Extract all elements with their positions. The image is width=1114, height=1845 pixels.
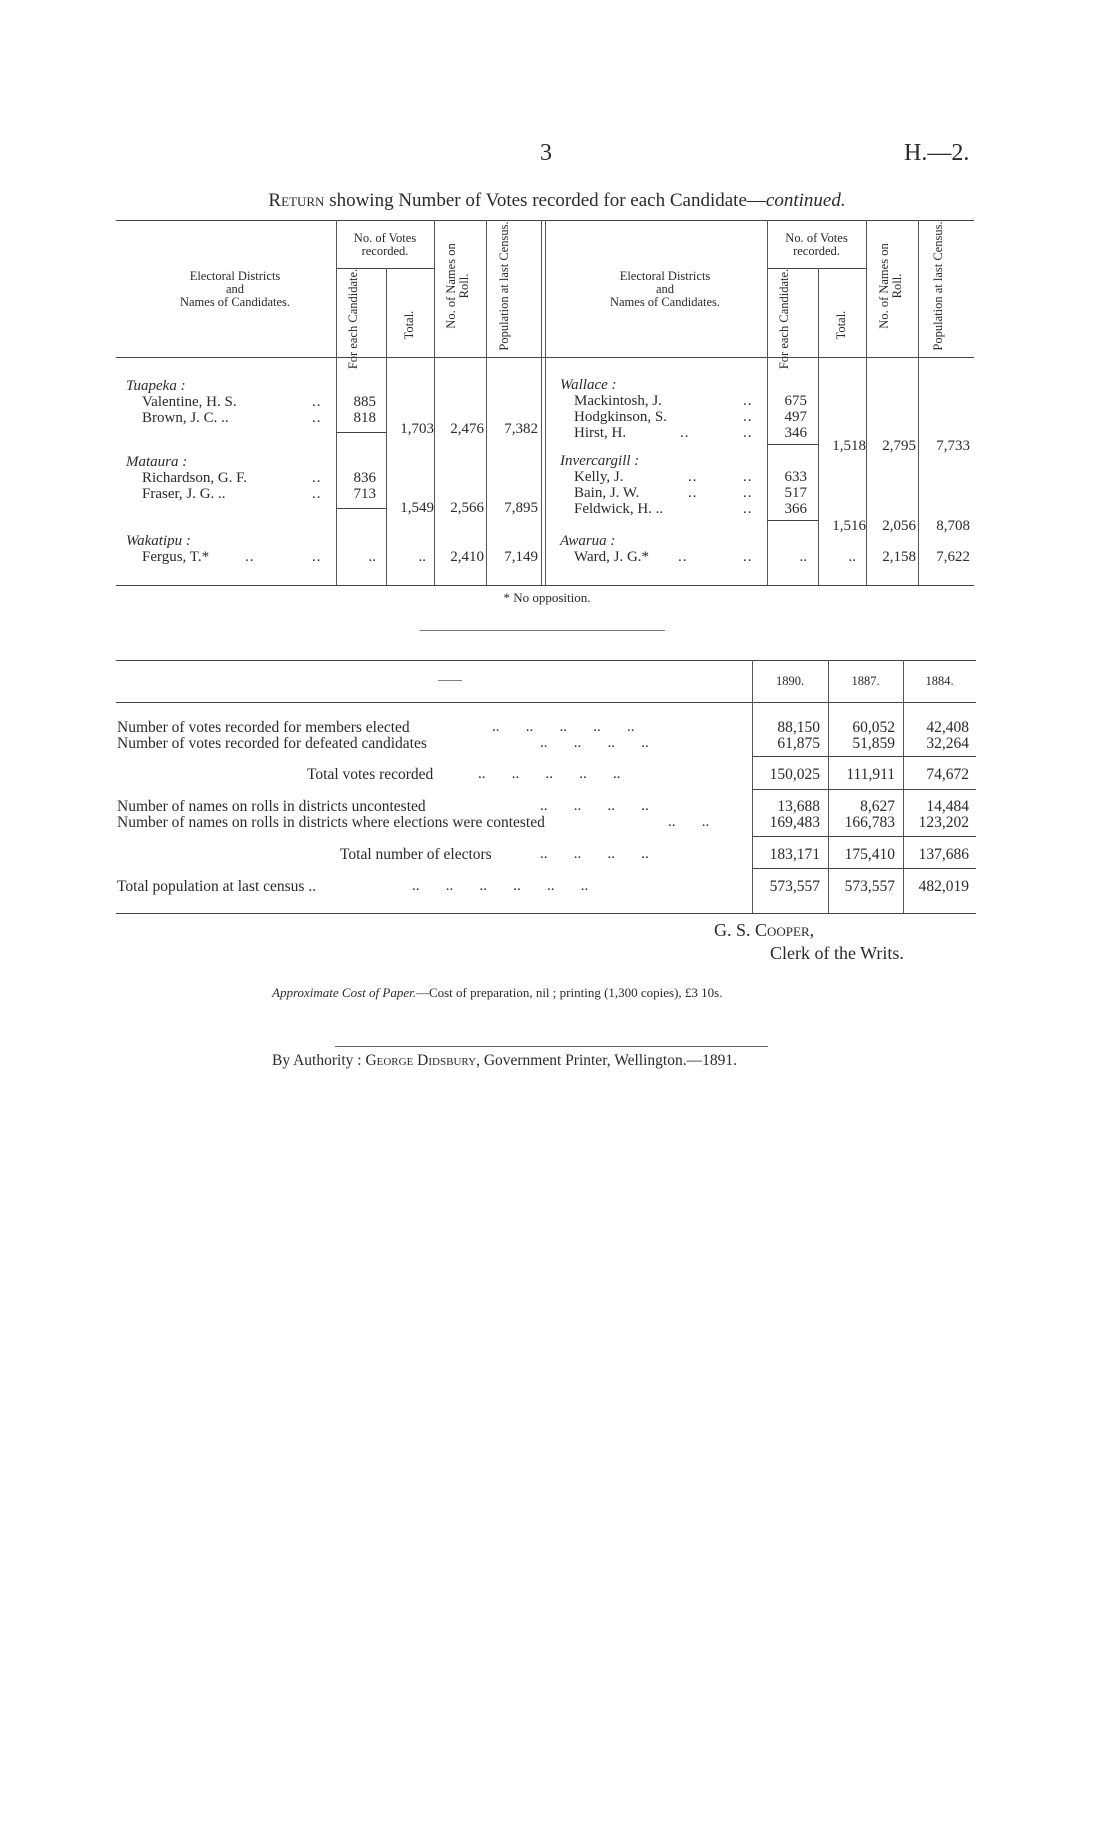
district-roll: 2,566 — [450, 500, 484, 516]
candidate-votes: 497 — [784, 409, 807, 425]
col-rule — [828, 660, 829, 913]
value-1890: 13,688 — [777, 798, 820, 815]
candidate-votes: 366 — [784, 501, 807, 517]
value-1890: 88,150 — [777, 719, 820, 736]
summary-label: Number of names on rolls in districts where elections were contested — [117, 814, 545, 831]
summary-label: Total number of electors — [340, 846, 492, 863]
district-roll: 2,410 — [450, 549, 484, 565]
district-total: .. — [848, 549, 856, 565]
candidate-votes: 346 — [784, 425, 807, 441]
summary-label: Number of votes recorded for members elected — [117, 719, 410, 736]
subtotal-rule — [752, 836, 976, 837]
district-roll: 2,158 — [882, 549, 916, 565]
header-line: Electoral Districts — [189, 269, 281, 283]
leader-dots: .. — [312, 486, 322, 502]
district-total: 1,549 — [400, 500, 434, 516]
header-line: No. of Votes — [353, 231, 417, 245]
candidate-name: Hodgkinson, S. — [574, 409, 667, 425]
district-name: Tuapeka : — [126, 378, 186, 394]
summary-header-rule — [116, 702, 976, 703]
district-population: 7,149 — [504, 549, 538, 565]
header-district-right — [580, 270, 750, 309]
value-1890: 61,875 — [777, 735, 820, 752]
value-1884: 74,672 — [926, 766, 969, 783]
leader-dots: .. — [688, 469, 698, 485]
value-1884: 14,484 — [926, 798, 969, 815]
district-population: 7,622 — [936, 549, 970, 565]
district-population: 8,708 — [936, 518, 970, 534]
leader-dots: .. — [312, 549, 322, 565]
header-votes-group-right — [767, 232, 866, 258]
value-1884: 123,202 — [918, 814, 969, 831]
signatory-name — [714, 920, 814, 941]
table-bottom-rule — [116, 585, 974, 586]
col-rule — [752, 660, 753, 913]
district-total: 1,516 — [832, 518, 866, 534]
district-name: Awarua : — [560, 533, 616, 549]
value-1887: 60,052 — [852, 719, 895, 736]
authority-rule — [335, 1046, 768, 1047]
leader-dots: .. .. — [668, 814, 710, 830]
summary-top-rule — [116, 660, 976, 661]
subtotal-rule — [336, 508, 386, 509]
signatory-initials: G. S. — [714, 920, 756, 940]
value-1887: 166,783 — [844, 814, 895, 831]
header-line: No. of Votes — [785, 231, 848, 245]
page-title — [0, 190, 1114, 212]
summary-label: Total population at last census .. — [117, 878, 317, 895]
value-1884: 32,264 — [926, 735, 969, 752]
signatory-role: Clerk of the Writs. — [770, 943, 904, 963]
col-rule — [818, 268, 819, 585]
header-total-right: Total. — [834, 310, 848, 340]
district-name: Invercargill : — [560, 453, 640, 469]
year-1884-header: 1884. — [925, 674, 954, 688]
candidate-name: Hirst, H. — [574, 425, 627, 441]
cost-note — [272, 985, 723, 1001]
leader-dots: .. — [312, 394, 322, 410]
value-1887: 175,410 — [844, 846, 895, 863]
candidate-name: Richardson, G. F. — [142, 470, 248, 486]
header-line: Electoral Districts — [619, 269, 711, 283]
col-rule-double — [541, 220, 542, 585]
header-line: Names of Candidates. — [609, 295, 721, 309]
district-population: 7,382 — [504, 421, 538, 437]
value-1887: 8,627 — [860, 798, 895, 815]
subtotal-rule — [336, 432, 386, 433]
header-line: recorded. — [361, 244, 409, 258]
value-1884: 482,019 — [918, 878, 969, 895]
candidate-votes: 713 — [353, 486, 376, 502]
value-1890: 183,171 — [769, 846, 820, 863]
candidate-name: Kelly, J. — [574, 469, 624, 485]
cost-text: —Cost of preparation, nil ; printing (1,300 copies), £3 10s. — [415, 985, 723, 1000]
leader-dots: .. .. .. .. .. — [492, 719, 635, 735]
district-name: Wakatipu : — [126, 533, 191, 549]
value-1890: 573,557 — [769, 878, 820, 895]
leader-dots: .. — [743, 409, 753, 425]
page-number: 3 — [540, 140, 552, 166]
leader-dots: .. — [678, 549, 688, 565]
header-for-each-right: For each Candidate. — [777, 268, 791, 370]
leader-dots: .. — [680, 425, 690, 441]
candidate-votes: .. — [799, 549, 807, 565]
subtotal-rule — [767, 520, 818, 521]
printer-name: George Didsbury — [365, 1052, 477, 1069]
value-1887: 573,557 — [844, 878, 895, 895]
candidate-name: Ward, J. G.* — [574, 549, 650, 565]
candidate-votes: 818 — [353, 410, 376, 426]
imprint-suffix: , Government Printer, Wellington.—1891. — [476, 1052, 737, 1069]
candidate-votes: 675 — [784, 393, 807, 409]
col-rule — [486, 220, 487, 585]
leader-dots: .. — [743, 501, 753, 517]
district-total: .. — [418, 549, 426, 565]
candidate-votes: 633 — [784, 469, 807, 485]
candidate-name: Feldwick, H. .. — [574, 501, 664, 517]
header-line: and — [225, 282, 245, 296]
document-reference: H.—2. — [904, 140, 970, 166]
leader-dots: .. — [743, 549, 753, 565]
header-votes-group-left — [336, 232, 434, 258]
value-1890: 169,483 — [769, 814, 820, 831]
year-1887-header: 1887. — [851, 674, 880, 688]
leader-dots: .. — [688, 485, 698, 501]
col-rule-double — [545, 220, 546, 585]
subtotal-rule — [752, 789, 976, 790]
candidate-votes: 885 — [353, 394, 376, 410]
footnote: * No opposition. — [503, 590, 591, 605]
value-1887: 111,911 — [846, 766, 895, 783]
summary-label: Total votes recorded — [307, 766, 434, 783]
value-1887: 51,859 — [852, 735, 895, 752]
summary-bottom-rule — [116, 913, 976, 914]
candidate-votes: 517 — [784, 485, 807, 501]
header-line: recorded. — [793, 244, 840, 258]
signatory-surname: Cooper, — [755, 920, 815, 940]
candidate-name: Fergus, T.* — [142, 549, 210, 565]
leader-dots: .. — [312, 470, 322, 486]
candidate-votes: .. — [368, 549, 376, 565]
value-1884: 137,686 — [918, 846, 969, 863]
leader-dots: .. — [743, 393, 753, 409]
leader-dots: .. — [245, 549, 255, 565]
leader-dots: .. .. .. .. — [540, 846, 649, 862]
col-rule — [903, 660, 904, 913]
leader-dots: .. — [312, 410, 322, 426]
summary-label: Number of votes recorded for defeated candidates — [117, 735, 427, 752]
candidate-name: Fraser, J. G. .. — [142, 486, 226, 502]
subtotal-rule — [767, 444, 818, 445]
district-name: Mataura : — [126, 454, 188, 470]
district-total: 1,703 — [400, 421, 434, 437]
title-suffix: continued. — [765, 190, 846, 211]
subtotal-rule — [752, 868, 976, 869]
printer-imprint — [272, 1052, 737, 1070]
header-total-left: Total. — [402, 310, 416, 340]
header-district-left — [150, 270, 320, 309]
district-population: 7,733 — [936, 438, 970, 454]
header-line: Names of Candidates. — [179, 295, 291, 309]
subtotal-rule — [752, 756, 976, 757]
candidate-name: Bain, J. W. — [574, 485, 640, 501]
header-for-each-left: For each Candidate. — [346, 268, 360, 370]
leader-dots: .. .. .. .. .. .. — [412, 878, 589, 894]
value-1884: 42,408 — [926, 719, 969, 736]
section-divider — [420, 630, 665, 631]
header-names-on-roll-left: No. of Names on Roll. — [444, 243, 471, 329]
district-population: 7,895 — [504, 500, 538, 516]
district-name: Wallace : — [560, 377, 617, 393]
title-prefix: Return — [268, 190, 325, 211]
year-1890-header: 1890. — [775, 674, 805, 688]
candidate-name: Mackintosh, J. — [574, 393, 662, 409]
district-total: 1,518 — [832, 438, 866, 454]
district-roll: 2,795 — [882, 438, 916, 454]
header-population-right: Population at last Census. — [931, 221, 945, 351]
cost-label: Approximate Cost of Paper. — [272, 985, 416, 1000]
leader-dots: .. .. .. .. .. — [478, 766, 621, 782]
candidate-name: Brown, J. C. .. — [142, 410, 229, 426]
candidate-name: Valentine, H. S. — [142, 394, 237, 410]
candidate-votes: 836 — [353, 470, 376, 486]
header-population-left: Population at last Census. — [497, 221, 511, 351]
leader-dots: .. — [743, 485, 753, 501]
leader-dots: .. — [743, 469, 753, 485]
title-middle: showing Number of Votes recorded for each Candidate— — [324, 190, 766, 211]
imprint-prefix: By Authority : — [272, 1052, 366, 1069]
district-roll: 2,056 — [882, 518, 916, 534]
header-names-on-roll-right: No. of Names on Roll. — [877, 243, 904, 329]
leader-dots: .. .. .. .. — [540, 735, 649, 751]
leader-dots: .. — [743, 425, 753, 441]
leader-dots: .. .. .. .. — [540, 798, 649, 814]
summary-label: Number of names on rolls in districts uncontested — [117, 798, 426, 815]
district-roll: 2,476 — [450, 421, 484, 437]
col-rule — [434, 220, 435, 585]
value-1890: 150,025 — [769, 766, 820, 783]
header-line: and — [655, 282, 675, 296]
summary-header-dash: —— — [438, 672, 462, 686]
